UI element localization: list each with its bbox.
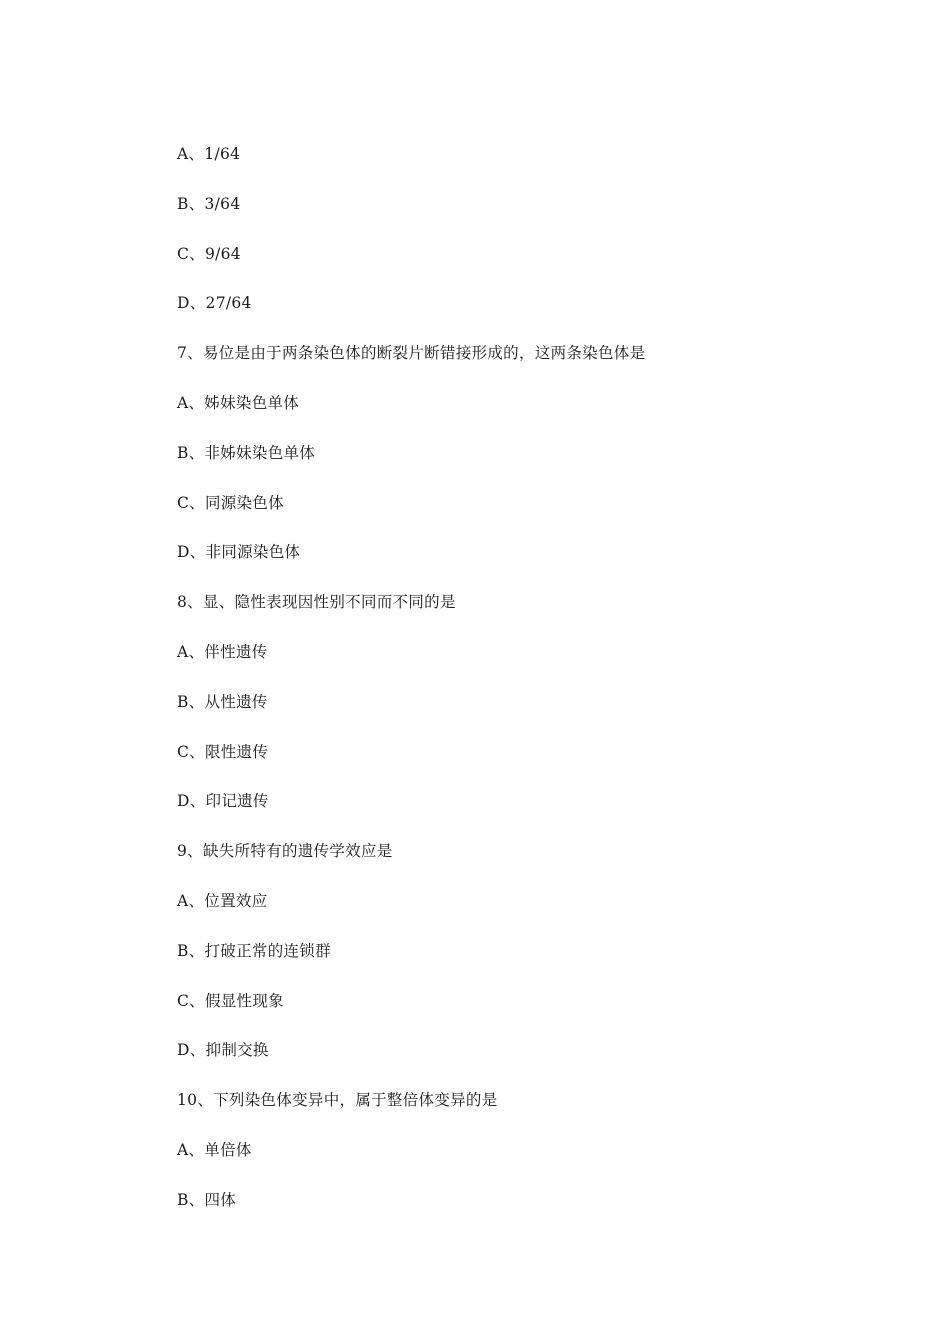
option-line: C、假显性现象	[177, 991, 284, 1010]
option-line: C、同源染色体	[177, 493, 284, 512]
option-line: B、打破正常的连锁群	[177, 941, 331, 960]
question-line: 7、易位是由于两条染色体的断裂片断错接形成的，这两条染色体是	[177, 344, 646, 363]
question-text-block	[177, 141, 877, 1237]
option-line: B、3/64	[177, 194, 241, 213]
option-line: D、27/64	[177, 294, 252, 313]
option-line: D、非同源染色体	[177, 543, 301, 562]
option-line: B、非姊妹染色单体	[177, 443, 316, 462]
option-line: C、9/64	[177, 244, 241, 263]
option-line: A、单倍体	[177, 1140, 252, 1159]
option-line: A、位置效应	[177, 891, 268, 910]
option-line: A、姊妹染色单体	[177, 393, 300, 412]
question-line: 9、缺失所特有的遗传学效应是	[177, 842, 393, 861]
option-line: A、伴性遗传	[177, 642, 268, 661]
option-line: D、抑制交换	[177, 1041, 269, 1060]
option-line: B、四体	[177, 1190, 237, 1209]
option-line: A、1/64	[177, 145, 241, 163]
option-line: B、从性遗传	[177, 692, 268, 711]
question-line: 10、下列染色体变异中，属于整倍体变异的是	[177, 1091, 498, 1110]
option-line: C、限性遗传	[177, 742, 269, 761]
question-line: 8、显、隐性表现因性别不同而不同的是	[177, 593, 456, 612]
option-line: D、印记遗传	[177, 792, 269, 811]
